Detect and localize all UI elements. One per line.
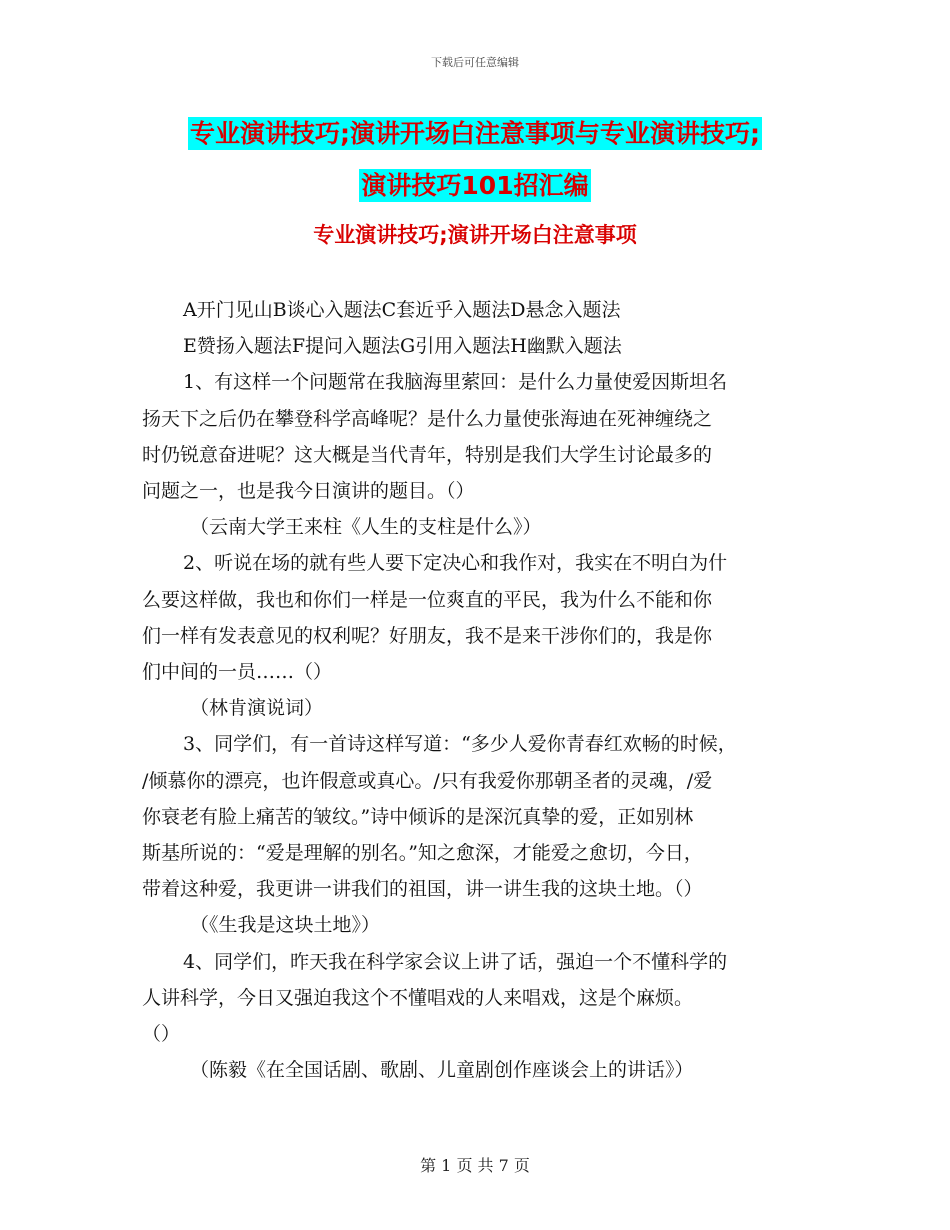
- paragraph-line: /倾慕你的漂亮，也许假意或真心。/只有我爱你那朝圣者的灵魂，/爱: [142, 769, 713, 792]
- intro-line: A开门见山B谈心入题法C套近乎入题法D悬念入题法: [183, 299, 621, 321]
- source-citation: （林肯演说词）: [190, 697, 324, 720]
- paragraph-line: 们中间的一员……（）: [142, 661, 333, 684]
- paragraph-line: 3、同学们，有一首诗这样写道：“多少人爱你青春红欢畅的时候，: [183, 733, 737, 756]
- paragraph-line: 扬天下之后仍在攀登科学高峰呢？是什么力量使张海迪在死神缠绕之: [142, 407, 713, 430]
- paragraph-line: 斯基所说的：“爱是理解的别名。”知之愈深，才能爱之愈切，今日，: [142, 842, 703, 865]
- paragraph-line: 带着这种爱，我更讲一讲我们的祖国，讲一讲生我的这块土地。（）: [142, 878, 703, 901]
- paragraph-line: 4、同学们，昨天我在科学家会议上讲了话，强迫一个不懂科学的: [183, 950, 728, 973]
- page-footer: 第 1 页 共 7 页: [420, 1156, 530, 1175]
- header-note: 下载后可任意编辑: [431, 56, 519, 69]
- title-line-2: 演讲技巧101招汇编: [361, 171, 589, 200]
- document-title: [0, 108, 950, 212]
- paragraph-line: 1、有这样一个问题常在我脑海里萦回：是什么力量使爱因斯坦名: [183, 371, 728, 394]
- intro-line: E赞扬入题法F提问入题法G引用入题法H幽默入题法: [183, 335, 622, 358]
- paragraph-line: 问题之一，也是我今日演讲的题目。（）: [142, 480, 475, 503]
- source-citation: （陈毅《在全国话剧、歌剧、儿童剧创作座谈会上的讲话》）: [190, 1059, 694, 1082]
- source-citation: （云南大学王来柱《人生的支柱是什么》）: [190, 516, 542, 539]
- paragraph-line: 么要这样做，我也和你们一样是一位爽直的平民，我为什么不能和你: [142, 588, 713, 611]
- source-citation: （《生我是这块土地》）: [190, 914, 381, 937]
- body-text: [142, 292, 814, 1088]
- paragraph-line: 2、听说在场的就有些人要下定决心和我作对，我实在不明白为什: [183, 552, 728, 575]
- paragraph-line: 时仍锐意奋进呢？这大概是当代青年，特别是我们大学生讨论最多的: [142, 443, 713, 466]
- paragraph-line: 人讲科学，今日又强迫我这个不懂唱戏的人来唱戏，这是个麻烦。: [142, 986, 694, 1009]
- paragraph-line: 们一样有发表意见的权利呢？好朋友，我不是来干涉你们的，我是你: [142, 624, 713, 647]
- section-heading: 专业演讲技巧;演讲开场白注意事项: [313, 223, 637, 247]
- title-line-1: 专业演讲技巧;演讲开场白注意事项与专业演讲技巧;: [190, 119, 760, 148]
- paragraph-line: （）: [142, 1023, 181, 1046]
- paragraph-line: 你衰老有脸上痛苦的皱纹。”诗中倾诉的是深沉真挚的爱，正如别林: [142, 805, 694, 828]
